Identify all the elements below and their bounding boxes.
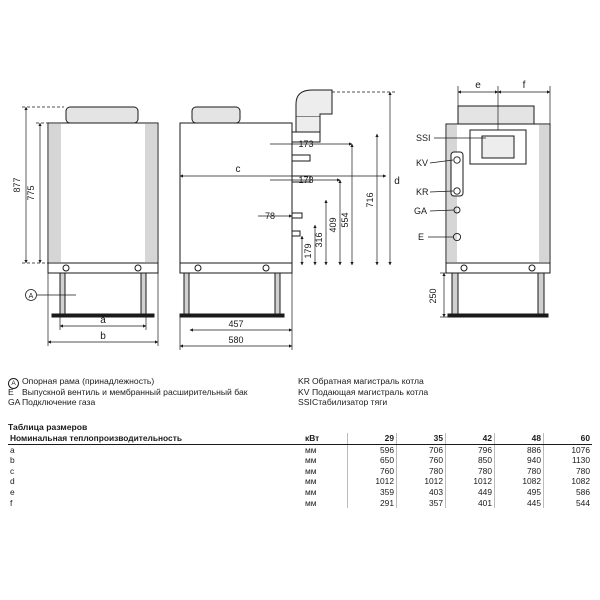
row-label: b: [10, 455, 15, 466]
callout-kv: KV: [416, 158, 429, 168]
table-cell: 449: [446, 487, 495, 498]
dim-250-label: 250: [428, 288, 438, 304]
legend-text-a: Опорная рама (принадлежность): [22, 376, 155, 386]
table-cell: 1012: [397, 476, 446, 487]
table-cell: 760: [397, 455, 446, 466]
row-unit: мм: [305, 486, 317, 497]
table-header-row: [8, 433, 592, 444]
table-row: [8, 466, 592, 477]
row-unit: мм: [305, 455, 317, 466]
dim-173-upper-label: 173: [298, 139, 314, 149]
table-cell: 886: [495, 444, 544, 455]
legend-code-kr: KR: [298, 376, 310, 386]
dim-c-label: c: [235, 164, 241, 175]
flow-return-pipe-bracket: [451, 152, 463, 196]
table-cell: 495: [495, 487, 544, 498]
table-cell: 1082: [544, 476, 593, 487]
rear-support-leg-left: [452, 273, 458, 314]
legend: [8, 376, 592, 420]
row-unit: мм: [305, 444, 317, 455]
table-cell: 1082: [495, 476, 544, 487]
side-support-leg-left: [184, 273, 189, 314]
dim-580-label: 580: [228, 335, 244, 345]
table-cell: 650: [348, 455, 397, 466]
legend-code-ga: GA: [8, 397, 21, 408]
table-cell: 359: [348, 487, 397, 498]
table-title: Таблица размеров: [8, 422, 88, 432]
front-boiler-casing: [48, 123, 158, 263]
table-cell: 445: [495, 498, 544, 509]
dim-554-label: 554: [340, 212, 350, 228]
dim-716-label: 716: [365, 192, 375, 208]
table-row: [8, 498, 592, 509]
table-cell: 403: [397, 487, 446, 498]
table-cell: 760: [348, 466, 397, 477]
legend-right-column: [298, 376, 428, 408]
table-header-unit: кВт: [303, 433, 348, 444]
callout-kr: KR: [416, 187, 429, 197]
front-support-frame: [60, 273, 146, 314]
front-support-leg-left: [60, 273, 65, 314]
dim-a-label: a: [100, 315, 106, 326]
legend-code-e: E: [8, 386, 14, 397]
front-support-leg-right: [141, 273, 146, 314]
table-header-value: 60: [544, 433, 593, 444]
flue-elbow: [296, 90, 332, 116]
table-cell: 357: [397, 498, 446, 509]
table-header-value: 48: [495, 433, 544, 444]
table-cell: 1012: [348, 476, 397, 487]
table-cell: 780: [446, 466, 495, 477]
rear-top-cover: [458, 106, 534, 124]
side-base-plinth: [180, 263, 292, 273]
table-cell: 1130: [544, 455, 593, 466]
row-label: c: [10, 465, 15, 476]
legend-item-a: [8, 376, 248, 387]
dim-409-label: 409: [328, 217, 338, 233]
table-cell: 780: [495, 466, 544, 477]
front-top-cover: [66, 107, 138, 123]
callout-a-letter: A: [28, 293, 34, 300]
draft-stabilizer-flap: [482, 136, 514, 158]
rear-right-side-panel: [539, 125, 549, 262]
dim-b-label: b: [100, 331, 106, 342]
front-height-775-label: 775: [26, 185, 36, 201]
table-header-value: 29: [348, 433, 397, 444]
table-cell: 850: [446, 455, 495, 466]
table-header-value: 42: [446, 433, 495, 444]
legend-text-ssi: Стабилизатор тяги: [312, 397, 388, 408]
row-unit: мм: [305, 476, 317, 487]
callout-ssi: SSI: [416, 133, 431, 143]
table-cell: 796: [446, 444, 495, 455]
legend-item-ssi: [298, 397, 428, 408]
table-cell: 706: [397, 444, 446, 455]
table-cell: 544: [544, 498, 593, 509]
legend-item-kv: [298, 387, 428, 398]
table-cell: 596: [348, 444, 397, 455]
table-cell: 940: [495, 455, 544, 466]
table-row: [8, 444, 592, 455]
legend-code-kv: KV: [298, 386, 310, 397]
table-cell: 586: [544, 487, 593, 498]
row-label: d: [10, 476, 15, 487]
legend-code-ssi: SSI: [298, 397, 312, 408]
dim-78-label: 78: [264, 211, 276, 221]
table-cell: 291: [348, 498, 397, 509]
legend-item-kr: [298, 376, 428, 387]
legend-text-kr: Обратная магистраль котла: [312, 376, 424, 386]
flue-pipe-vertical: [296, 116, 320, 132]
rear-floor-line: [448, 314, 548, 317]
front-height-877-label: 877: [12, 177, 22, 193]
dim-e-label: e: [475, 80, 481, 91]
rear-base-plinth: [446, 263, 550, 273]
legend-item-e: [8, 387, 248, 398]
front-left-side-panel: [49, 124, 61, 262]
legend-text-e: Выпускной вентиль и мембранный расширительный бак: [22, 386, 248, 397]
gas-connection-stub: [292, 213, 302, 218]
legend-code-a: A: [8, 378, 19, 389]
table-row: [8, 476, 592, 487]
row-unit: мм: [305, 497, 317, 508]
flow-connection-stub: [292, 155, 310, 161]
legend-item-ga: [8, 397, 248, 408]
drain-connection-stub: [292, 231, 300, 236]
side-floor-line: [180, 314, 284, 317]
side-support-frame: [184, 273, 280, 314]
callout-ga: GA: [414, 206, 428, 216]
legend-text-ga: Подключение газа: [22, 397, 96, 408]
row-label: a: [10, 444, 15, 455]
table-row: [8, 487, 592, 498]
dim-173-lower-label: 173: [298, 175, 314, 185]
dim-457-label: 457: [228, 319, 244, 329]
table-cell: 780: [397, 466, 446, 477]
table-cell: 1012: [446, 476, 495, 487]
front-view: [48, 107, 158, 317]
table-header-value: 35: [397, 433, 446, 444]
callout-e: E: [418, 232, 425, 242]
table-cell: 780: [544, 466, 593, 477]
dimensions-table: [8, 433, 592, 508]
table-row: [8, 455, 592, 466]
dim-179-label: 179: [303, 243, 313, 259]
legend-left-column: [8, 376, 248, 408]
side-support-leg-right: [275, 273, 280, 314]
side-top-cover: [192, 107, 240, 123]
row-label: e: [10, 486, 15, 497]
table-header-label: Номинальная теплопроизводительность: [8, 433, 303, 444]
dim-d-label: d: [394, 176, 400, 187]
front-right-side-panel: [145, 124, 157, 262]
rear-support-leg-right: [538, 273, 544, 314]
table-cell: 1076: [544, 444, 593, 455]
legend-text-kv: Подающая магистраль котла: [312, 386, 429, 397]
side-view: [180, 90, 332, 317]
row-unit: мм: [305, 465, 317, 476]
table-cell: 401: [446, 498, 495, 509]
dim-f-label: f: [522, 80, 526, 91]
row-label: f: [10, 497, 13, 508]
dim-316-label: 316: [314, 232, 324, 248]
